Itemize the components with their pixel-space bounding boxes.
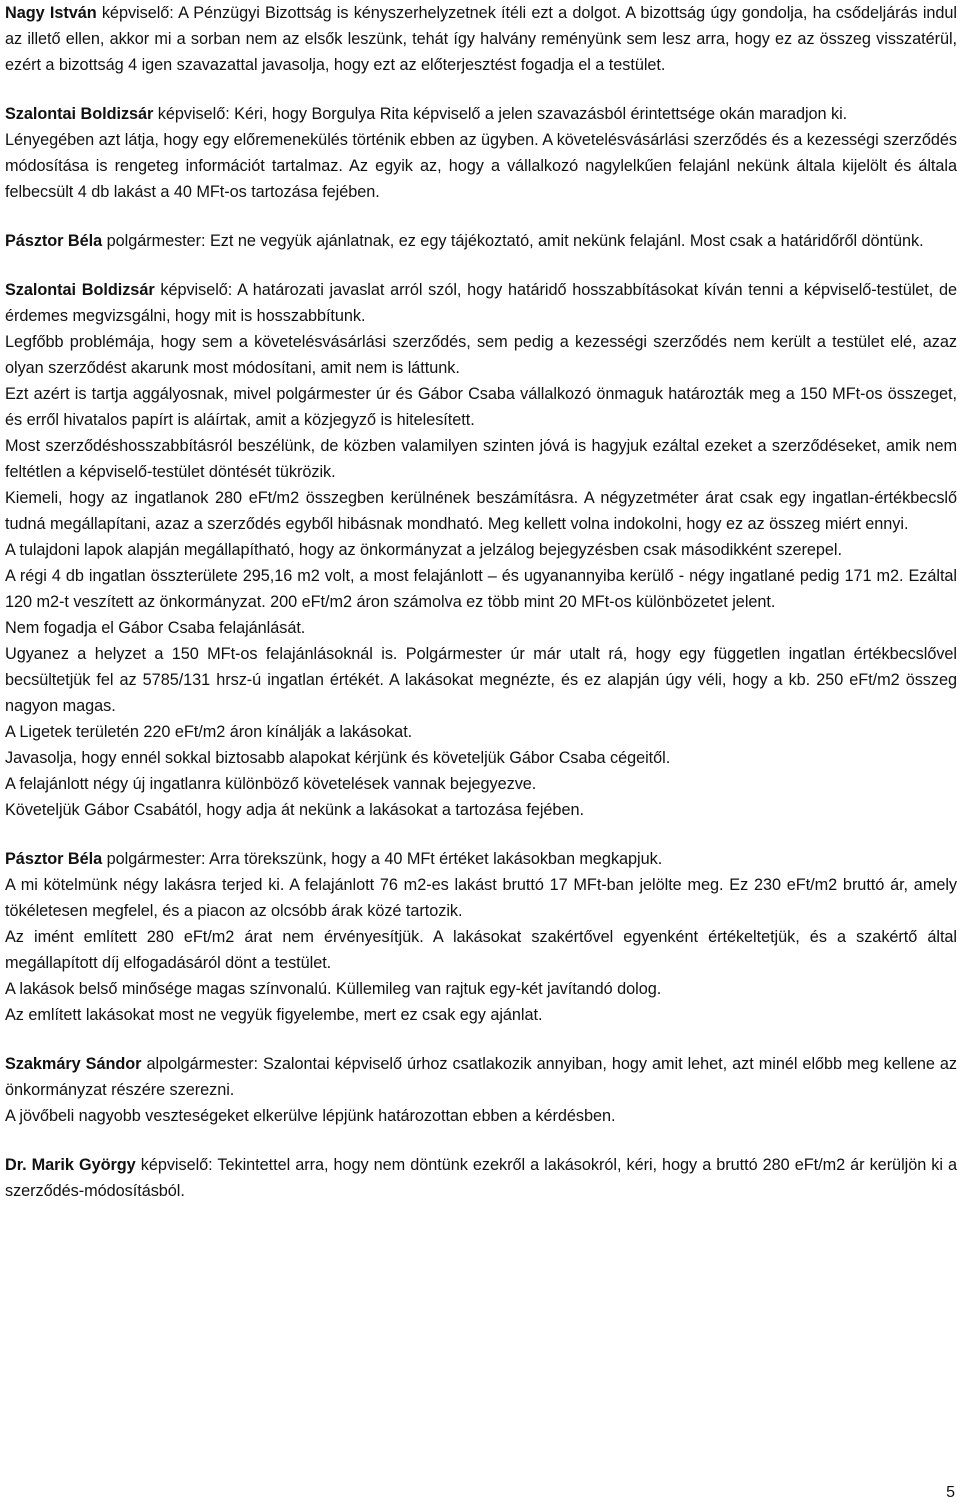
paragraph [5, 771, 957, 797]
paragraph [5, 615, 957, 641]
paragraph [5, 381, 957, 433]
paragraph [5, 872, 957, 924]
paragraph-text: Nem fogadja el Gábor Csaba felajánlását. [5, 619, 306, 637]
paragraph [5, 976, 957, 1002]
paragraph-text: Követeljük Gábor Csabától, hogy adja át nekünk a lakásokat a tartozása fejében. [5, 801, 584, 819]
paragraph [5, 0, 957, 78]
paragraph [5, 563, 957, 615]
paragraph [5, 924, 957, 976]
paragraph [5, 797, 957, 823]
paragraph-text: Ugyanez a helyzet a 150 MFt-os felajánlásoknál is. Polgármester úr már utalt rá, hogy egy független ingatlan értékbecslővel becsültetjük fel az 5785/131 hrsz-ú ingatlan értékét. A lakásokat megnézte, és ez alapján úgy véli, hogy a kb. 250 eFt/m2 összeg nagyon magas. [5, 645, 957, 715]
speaker-name: Szalontai Boldizsár [5, 281, 155, 299]
paragraph-text: Kiemeli, hogy az ingatlanok 280 eFt/m2 összegben kerülnének beszámításra. A négyzetméter árat csak egy ingatlan-értékbecslő tudná megállapítani, azaz a szerződés egyből hibásnak mondható. Meg kellett volna indokolni, hogy ez az összeg miért ennyi. [5, 489, 957, 533]
speaker-name: Nagy István [5, 4, 97, 22]
paragraph-text: A jövőbeli nagyobb veszteségeket elkerülve lépjünk határozottan ebben a kérdésben. [5, 1107, 616, 1125]
paragraph [5, 127, 957, 205]
paragraph [5, 433, 957, 485]
paragraph [5, 745, 957, 771]
paragraph [5, 641, 957, 719]
paragraph-text: Javasolja, hogy ennél sokkal biztosabb alapokat kérjünk és követeljük Gábor Csaba cégeitől. [5, 749, 671, 767]
paragraph-text: Most szerződéshosszabbításról beszélünk, de közben valamilyen szinten jóvá is hagyjuk ezáltal ezeket a szerződéseket, amik nem feltétlen a képviselő-testület döntését tükrözik. [5, 437, 957, 481]
page-number: 5 [946, 1484, 955, 1501]
paragraph-text: alpolgármester: Szalontai képviselő úrhoz csatlakozik annyiban, hogy amit lehet, azt minél előbb meg kellene az önkormányzat részére szerezni. [5, 1055, 957, 1099]
paragraph [5, 846, 957, 872]
paragraph [5, 329, 957, 381]
paragraph-text: A Ligetek területén 220 eFt/m2 áron kínálják a lakásokat. [5, 723, 413, 741]
paragraph [5, 485, 957, 537]
paragraph-text: képviselő: Kéri, hogy Borgulya Rita képviselő a jelen szavazásból érintettsége okán maradjon ki. [153, 105, 848, 123]
paragraph [5, 537, 957, 563]
paragraph-text: Ezt azért is tartja aggályosnak, mivel polgármester úr és Gábor Csaba vállalkozó önmaguk határozták meg a 150 MFt-os összeget, és erről hivatalos papírt is aláírtak, amit a közjegyző is hitelesített. [5, 385, 957, 429]
speaker-name: Pásztor Béla [5, 232, 103, 250]
speech-block [5, 228, 957, 254]
speaker-name: Szakmáry Sándor [5, 1055, 142, 1073]
paragraph [5, 101, 957, 127]
paragraph-text: Az imént említett 280 eFt/m2 árat nem érvényesítjük. A lakásokat szakértővel egyenként értékeltetjük, és a szakértő által megállapított díj elfogadásáról dönt a testület. [5, 928, 957, 972]
paragraph [5, 1152, 957, 1204]
speech-block [5, 1051, 957, 1129]
paragraph-text: Az említett lakásokat most ne vegyük figyelembe, mert ez csak egy ajánlat. [5, 1006, 543, 1024]
speaker-name: Pásztor Béla [5, 850, 103, 868]
paragraph [5, 277, 957, 329]
paragraph-text: Lényegében azt látja, hogy egy előremenekülés történik ebben az ügyben. A követelésvásárlási szerződés és a kezességi szerződés módosítása is rengeteg információt tartalmaz. Az egyik az, hogy a vállalkozó nagylelkűen felajánl nekünk általa kijelölt és általa felbecsült 4 db lakást a 40 MFt-os tartozása fejében. [5, 131, 957, 201]
paragraph-text: polgármester: Arra törekszünk, hogy a 40 MFt értéket lakásokban megkapjuk. [102, 850, 663, 868]
paragraph-text: A régi 4 db ingatlan összterülete 295,16 m2 volt, a most felajánlott – és ugyanannyiba kerülő - négy ingatlané pedig 171 m2. Ezáltal 120 m2-t veszített az önkormányzat. 200 eFt/m2 áron számolva ez több mint 20 MFt-os különbözetet jelent. [5, 567, 957, 611]
speech-block [5, 277, 957, 823]
speech-block [5, 0, 957, 78]
paragraph-text: polgármester: Ezt ne vegyük ajánlatnak, ez egy tájékoztató, amit nekünk felajánl. Most csak a határidőről döntünk. [102, 232, 924, 250]
paragraph [5, 1002, 957, 1028]
speaker-name: Szalontai Boldizsár [5, 105, 154, 123]
speech-block [5, 101, 957, 205]
paragraph-text: képviselő: A Pénzügyi Bizottság is kényszerhelyzetnek ítéli ezt a dolgot. A bizottság úgy gondolja, ha csődeljárás indul az illető ellen, akkor mi a sorban nem az elsők leszünk, tehát így halvány reményünk sem lesz arra, hogy ez az összeg visszatérül, ezért a bizottság 4 igen szavazattal javasolja, hogy ezt az előterjesztést fogadja el a testület. [5, 4, 958, 74]
document-page [5, 0, 957, 1227]
paragraph-text: A felajánlott négy új ingatlanra különböző követelések vannak bejegyezve. [5, 775, 537, 793]
paragraph-text: A tulajdoni lapok alapján megállapítható, hogy az önkormányzat a jelzálog bejegyzésben csak másodikként szerepel. [5, 541, 842, 559]
speech-block [5, 1152, 957, 1204]
speaker-name: Dr. Marik György [5, 1156, 136, 1174]
paragraph [5, 228, 957, 254]
paragraph-text: Legfőbb problémája, hogy sem a követelésvásárlási szerződés, sem pedig a kezességi szerződés nem került a testület elé, azaz olyan szerződést akarunk most módosítani, amit nem is láttunk. [5, 333, 957, 377]
paragraph-text: A lakások belső minősége magas színvonalú. Küllemileg van rajtuk egy-két javítandó dolog. [5, 980, 662, 998]
paragraph-text: képviselő: A határozati javaslat arról szól, hogy határidő hosszabbításokat kíván tenni a képviselő-testület, de érdemes megvizsgálni, hogy mit is hosszabbítunk. [5, 281, 957, 325]
paragraph-text: A mi kötelmünk négy lakásra terjed ki. A felajánlott 76 m2-es lakást bruttó 17 MFt-ban jelölte meg. Ez 230 eFt/m2 bruttó ár, amely tökéletesen megfelel, és a piacon az olcsóbb árak közé tartozik. [5, 876, 957, 920]
paragraph-text: képviselő: Tekintettel arra, hogy nem döntünk ezekről a lakásokról, kéri, hogy a bruttó 280 eFt/m2 ár kerüljön ki a szerződés-módosításból. [5, 1156, 957, 1200]
paragraph [5, 1051, 957, 1103]
speech-block [5, 846, 957, 1028]
paragraph [5, 719, 957, 745]
paragraph [5, 1103, 957, 1129]
